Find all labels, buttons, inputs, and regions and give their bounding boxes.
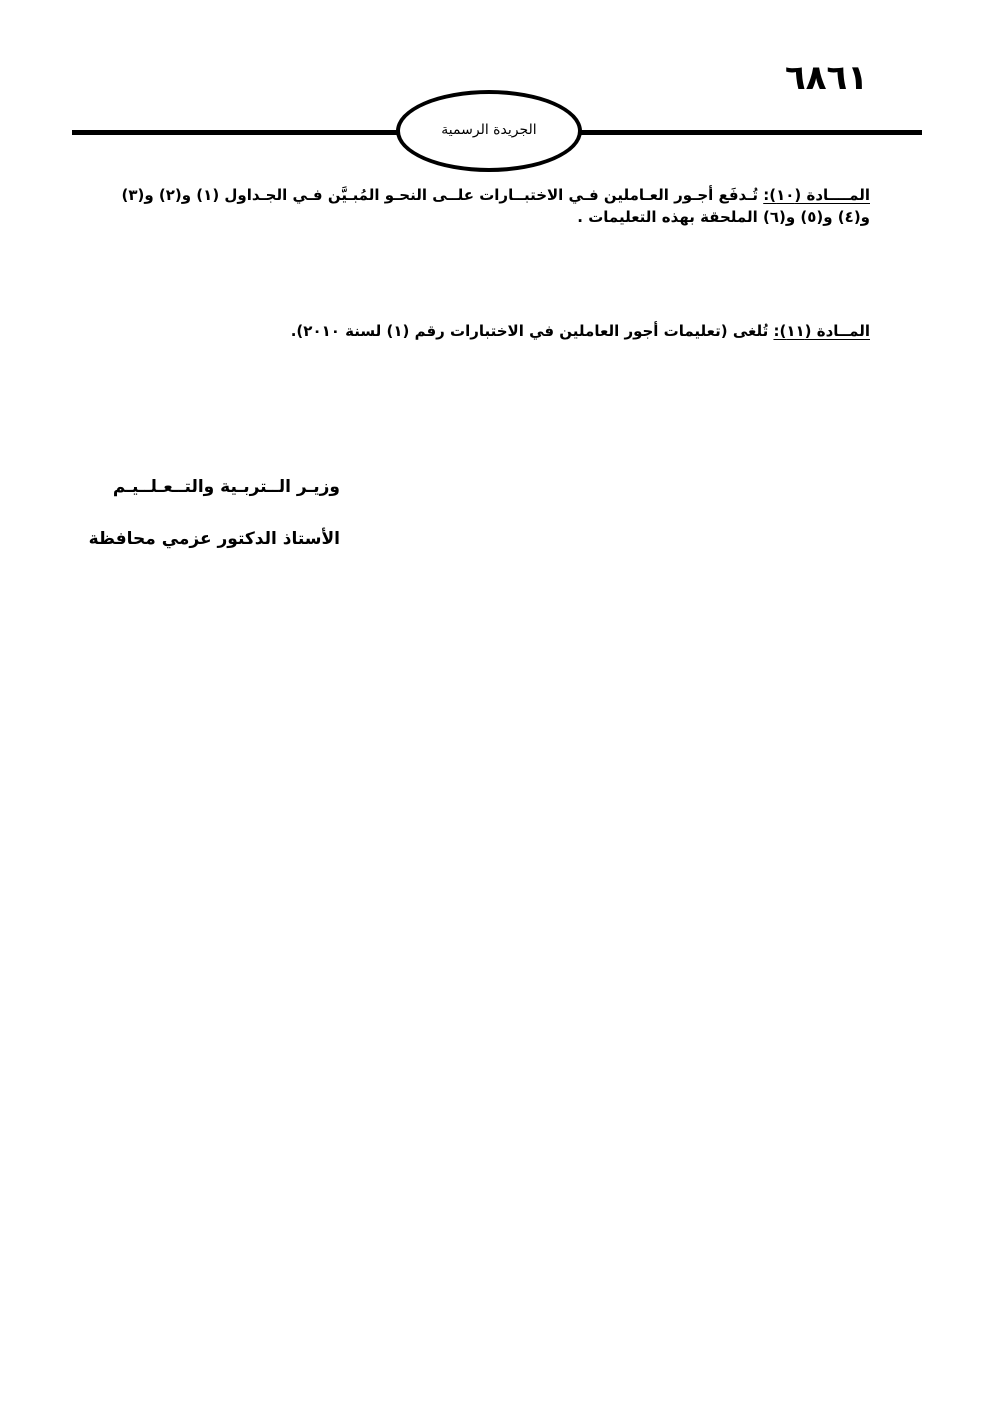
article-10 (118, 184, 870, 228)
article-text: تُلغى (تعليمات أجور العاملين في الاختبارات رقم (١) لسنة ٢٠١٠). (290, 322, 774, 340)
signatory-title: وزيـر الــتربـية والتــعـلــيـم (112, 477, 340, 497)
signatory-name: الأستاذ الدكتور عزمي محافظة (88, 529, 340, 549)
page-number: ٦٨٦١ (784, 58, 868, 98)
article-11 (118, 320, 870, 342)
article-heading: المــــادة (١٠): (763, 186, 870, 204)
article-text: تُـدفَع أجـور العـاملين فـي الاختبــارات علــى النحـو المُبـيَّن فـي الجـداول (١) و(٢) و(٣) و(٤) و(٥) و(٦) الملحقة بهذه التعليمات . (121, 186, 870, 226)
article-heading: المــادة (١١): (773, 322, 870, 340)
publication-name: الجريدة الرسمية (441, 122, 537, 138)
publication-badge (396, 90, 582, 172)
